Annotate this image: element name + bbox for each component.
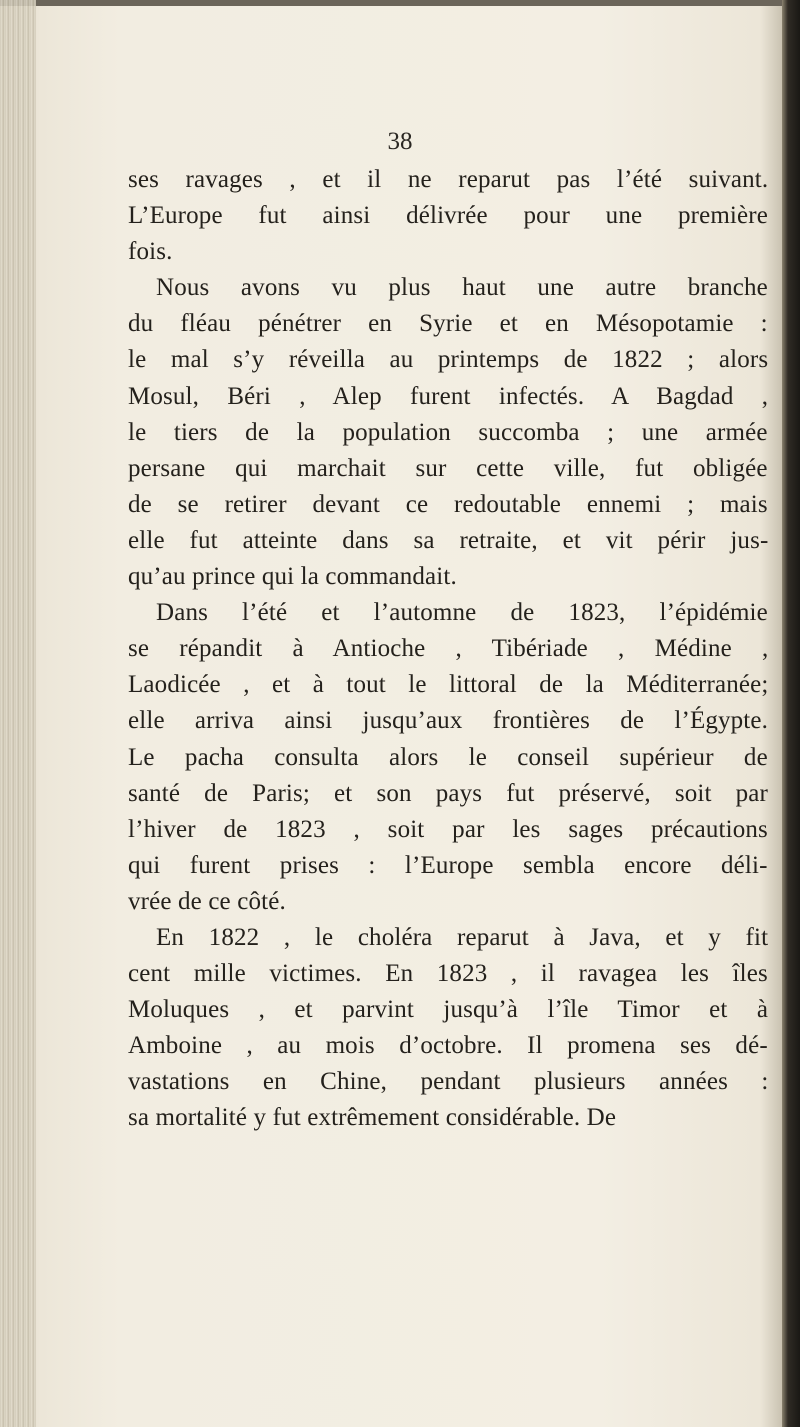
text-line: Mosul, Béri , Alep furent infectés. A Bagdad , xyxy=(128,382,769,410)
text-line: se répandit à Antioche , Tibériade , Médine , xyxy=(128,635,769,663)
text-line: Le pacha consulta alors le conseil supérieur de xyxy=(128,743,768,771)
text-line: l’hiver de 1823 , soit par les sages précautions xyxy=(128,815,768,843)
text-line: vrée de ce côté. xyxy=(128,887,286,915)
text-line: ses ravages , et il ne reparut pas l’été suivant. xyxy=(128,166,769,193)
page-number: 38 xyxy=(387,128,413,155)
text-line: Moluques , et parvint jusqu’à l’île Timor et à xyxy=(128,996,769,1024)
text-line: le mal s’y réveilla au printemps de 1822 ; alors xyxy=(128,346,769,374)
text-line: Amboine , au mois d’octobre. Il promena ses dé- xyxy=(128,1032,768,1060)
top-edge-shadow xyxy=(0,0,800,6)
text-line: elle fut atteinte dans sa retraite, et vit périr jus- xyxy=(128,526,769,554)
text-line: vastations en Chine, pendant plusieurs années : xyxy=(128,1068,769,1096)
body-text xyxy=(128,162,768,1137)
right-binding-shadow xyxy=(782,0,800,1427)
text-line: qui furent prises : l’Europe sembla encore déli- xyxy=(128,851,768,879)
text-line: le tiers de la population succomba ; une armée xyxy=(128,418,768,446)
text-line: sa mortalité y fut extrêmement considérable. De xyxy=(128,1104,617,1132)
text-line: persane qui marchait sur cette ville, fut obligée xyxy=(128,454,768,482)
text-line: fois. xyxy=(128,238,173,266)
left-page-edge xyxy=(0,0,36,1427)
text-line: L’Europe fut ainsi délivrée pour une première xyxy=(128,202,768,230)
text-line: qu’au prince qui la commandait. xyxy=(128,563,457,591)
text-line: de se retirer devant ce redoutable ennemi ; mais xyxy=(128,490,768,518)
text-line: Laodicée , et à tout le littoral de la Méditerranée; xyxy=(128,671,769,699)
text-line: En 1822 , le choléra reparut à Java, et y fit xyxy=(156,923,769,951)
text-line: Nous avons vu plus haut une autre branche xyxy=(156,274,768,302)
text-line: santé de Paris; et son pays fut préservé, soit par xyxy=(128,779,768,807)
text-line: elle arriva ainsi jusqu’aux frontières de l’Égypte. xyxy=(128,707,769,735)
text-line: cent mille victimes. En 1823 , il ravagea les îles xyxy=(128,960,768,988)
text-line: Dans l’été et l’automne de 1823, l’épidémie xyxy=(156,599,768,627)
text-line: du fléau pénétrer en Syrie et en Mésopotamie : xyxy=(128,310,768,338)
